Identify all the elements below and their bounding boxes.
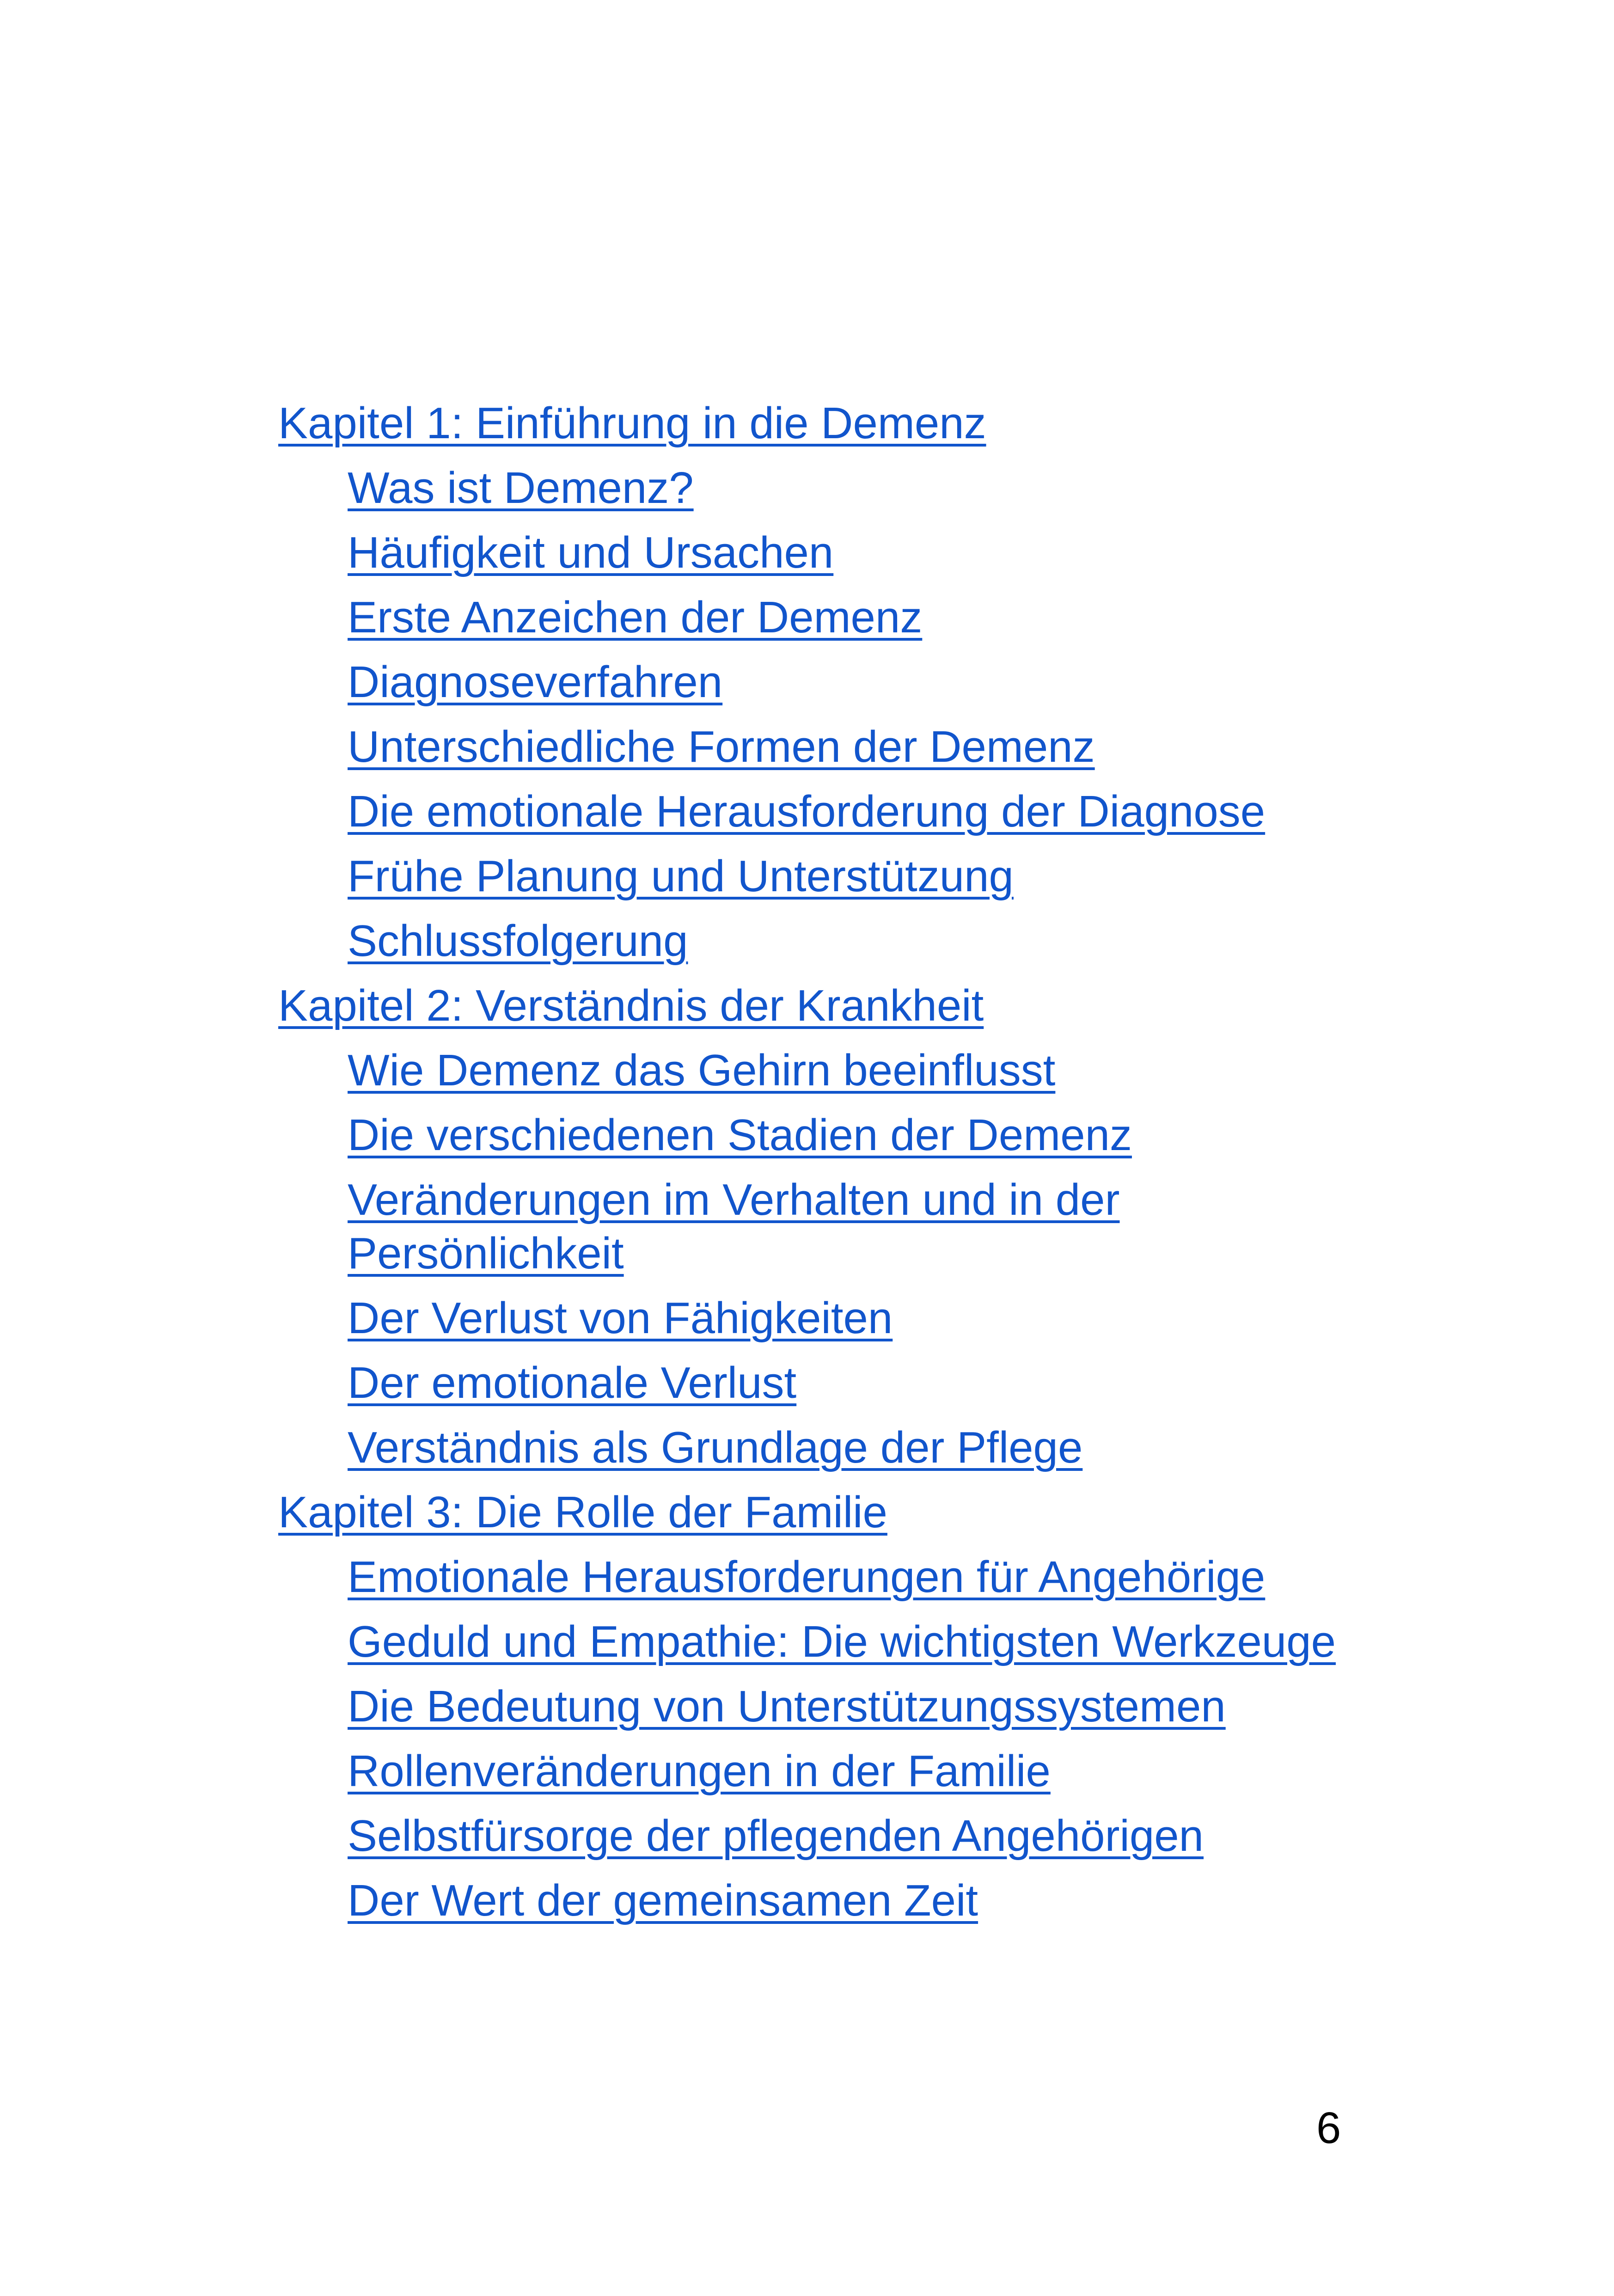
toc-section-grundlage-pflege-link[interactable]: Verständnis als Grundlage der Pflege — [348, 1423, 1083, 1472]
toc-section-gehirn-link[interactable]: Wie Demenz das Gehirn beeinflusst — [348, 1046, 1056, 1095]
toc-section-rollenveraenderungen-link[interactable]: Rollenveränderungen in der Familie — [348, 1746, 1051, 1796]
page-number: 6 — [1316, 2103, 1341, 2153]
toc-section-was-ist-demenz-link[interactable]: Was ist Demenz? — [348, 463, 694, 513]
toc-section-unterstuetzungssysteme-link[interactable]: Die Bedeutung von Unterstützungssystemen — [348, 1682, 1226, 1731]
toc-section-schlussfolgerung-link[interactable]: Schlussfolgerung — [348, 916, 688, 966]
toc-section-verhalten-link[interactable]: Veränderungen im Verhalten und in der Persönlichkeit — [348, 1175, 1120, 1278]
toc-section-erste-anzeichen-link[interactable]: Erste Anzeichen der Demenz — [348, 593, 923, 642]
toc-section-emotionaler-verlust-link[interactable]: Der emotionale Verlust — [348, 1358, 797, 1408]
toc-section-haeufigkeit-link[interactable]: Häufigkeit und Ursachen — [348, 528, 834, 577]
toc-section-selbstfuersorge-link[interactable]: Selbstfürsorge der pflegenden Angehörigen — [348, 1811, 1204, 1861]
toc-section-emotionale-herausforderung-link[interactable]: Die emotionale Herausforderung der Diagnose — [348, 787, 1266, 836]
toc-section-angehoerige-link[interactable]: Emotionale Herausforderungen für Angehörige — [348, 1552, 1266, 1602]
toc-section-fruehe-planung-link[interactable]: Frühe Planung und Unterstützung — [348, 851, 1014, 901]
toc-section-geduld-empathie-link[interactable]: Geduld und Empathie: Die wichtigsten Werkzeuge — [348, 1617, 1336, 1666]
toc-section-faehigkeiten-link[interactable]: Der Verlust von Fähigkeiten — [348, 1293, 893, 1343]
toc-section-diagnoseverfahren-link[interactable]: Diagnoseverfahren — [348, 657, 723, 707]
toc-chapter-1-link[interactable]: Kapitel 1: Einführung in die Demenz — [278, 398, 986, 448]
toc-section-stadien-link[interactable]: Die verschiedenen Stadien der Demenz — [348, 1110, 1132, 1160]
toc-chapter-3-link[interactable]: Kapitel 3: Die Rolle der Familie — [278, 1488, 887, 1537]
table-of-contents — [278, 397, 1341, 1939]
toc-chapter-2-link[interactable]: Kapitel 2: Verständnis der Krankheit — [278, 981, 984, 1030]
toc-section-formen-link[interactable]: Unterschiedliche Formen der Demenz — [348, 722, 1095, 771]
toc-section-gemeinsame-zeit-link[interactable]: Der Wert der gemeinsamen Zeit — [348, 1876, 978, 1925]
